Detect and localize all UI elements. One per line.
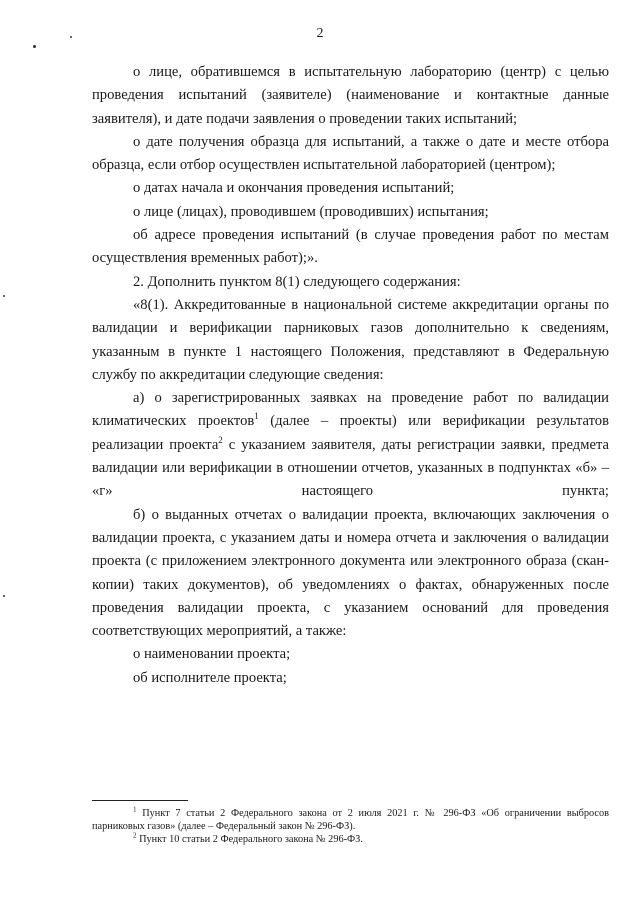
paragraph-test-address: об адресе проведения испытаний (в случае проведения работ по местам осуществления временных работ);». — [92, 227, 609, 267]
paragraph-item-b: б) о выданных отчетах о валидации проекта, включающих заключения о валидации проекта, с указанием даты и номера отчета и заключения о валидации проекта (с приложением электронного документа или электронного образа (скан-копии) таких документов), об уведомлениях о фактах, обнаруженных после проведения валидации проекта, с указанием оснований для проведения соответствующих мероприятий, а также: — [92, 506, 609, 640]
paragraph-clause-8-1: «8(1). Аккредитованные в национальной системе аккредитации органы по валидации и верификации парниковых газов дополнительно к сведениям, указанным в пункте 1 настоящего Положения, представляют в Федеральную службу по аккредитации следующие сведения: — [92, 296, 609, 383]
footnote-separator — [92, 800, 188, 801]
item-a-text-2: (далее – проекты) или верификации результатов реализации проекта — [92, 413, 609, 453]
footnote-ref-1: 1 — [254, 411, 259, 422]
footnote-2 — [92, 833, 609, 846]
paragraph-project-name: о наименовании проекта; — [133, 646, 291, 663]
footnote-2-marker: 2 — [133, 831, 137, 840]
paragraph-test-dates: о датах начала и окончания проведения испытаний; — [133, 180, 455, 197]
paragraph-amendment-intro: 2. Дополнить пунктом 8(1) следующего содержания: — [133, 273, 461, 290]
footnotes — [92, 807, 609, 846]
footnote-1-marker: 1 — [133, 805, 137, 814]
paragraph-testers: о лице (лицах), проводившем (проводивших) испытания; — [133, 203, 489, 220]
footnote-ref-2: 2 — [218, 434, 223, 445]
scan-artifact-dot — [33, 45, 36, 48]
body-text — [92, 61, 609, 690]
paragraph-applicant-info: о лице, обратившемся в испытательную лабораторию (центр) с целью проведения испытаний (заявителе) (наименование и контактные данные заявителя), и дате подачи заявления о проведении таких испытаний; — [92, 64, 609, 127]
scan-artifact-dot — [3, 295, 5, 297]
footnote-1-text: Пункт 7 статьи 2 Федерального закона от 2 июля 2021 г. № 296-ФЗ «Об ограничении выбросов парниковых газов» (далее – Федеральный закон № 296-ФЗ). — [92, 808, 609, 832]
footnote-1 — [92, 807, 609, 833]
paragraph-project-executor: об исполнителе проекта; — [133, 669, 287, 686]
scan-artifact-dot — [70, 36, 72, 38]
page-number: 2 — [316, 26, 324, 41]
footnote-2-text: Пункт 10 статьи 2 Федерального закона № 296-ФЗ. — [136, 834, 363, 845]
item-a-text-1: а) о зарегистрированных заявках на проведение работ по валидации климатических проектов — [92, 390, 609, 430]
paragraph-sample-date: о дате получения образца для испытаний, а также о дате и месте отбора образца, если отбор осуществлен испытательной лабораторией (центром); — [92, 133, 609, 174]
scan-artifact-dot — [3, 595, 5, 597]
item-a-text-3: с указанием заявителя, даты регистрации заявки, предмета валидации или верификации в отношении отчетов, указанных в подпунктах «б» – «г» настоящего пункта; — [92, 436, 609, 500]
paragraph-item-a — [92, 387, 609, 503]
